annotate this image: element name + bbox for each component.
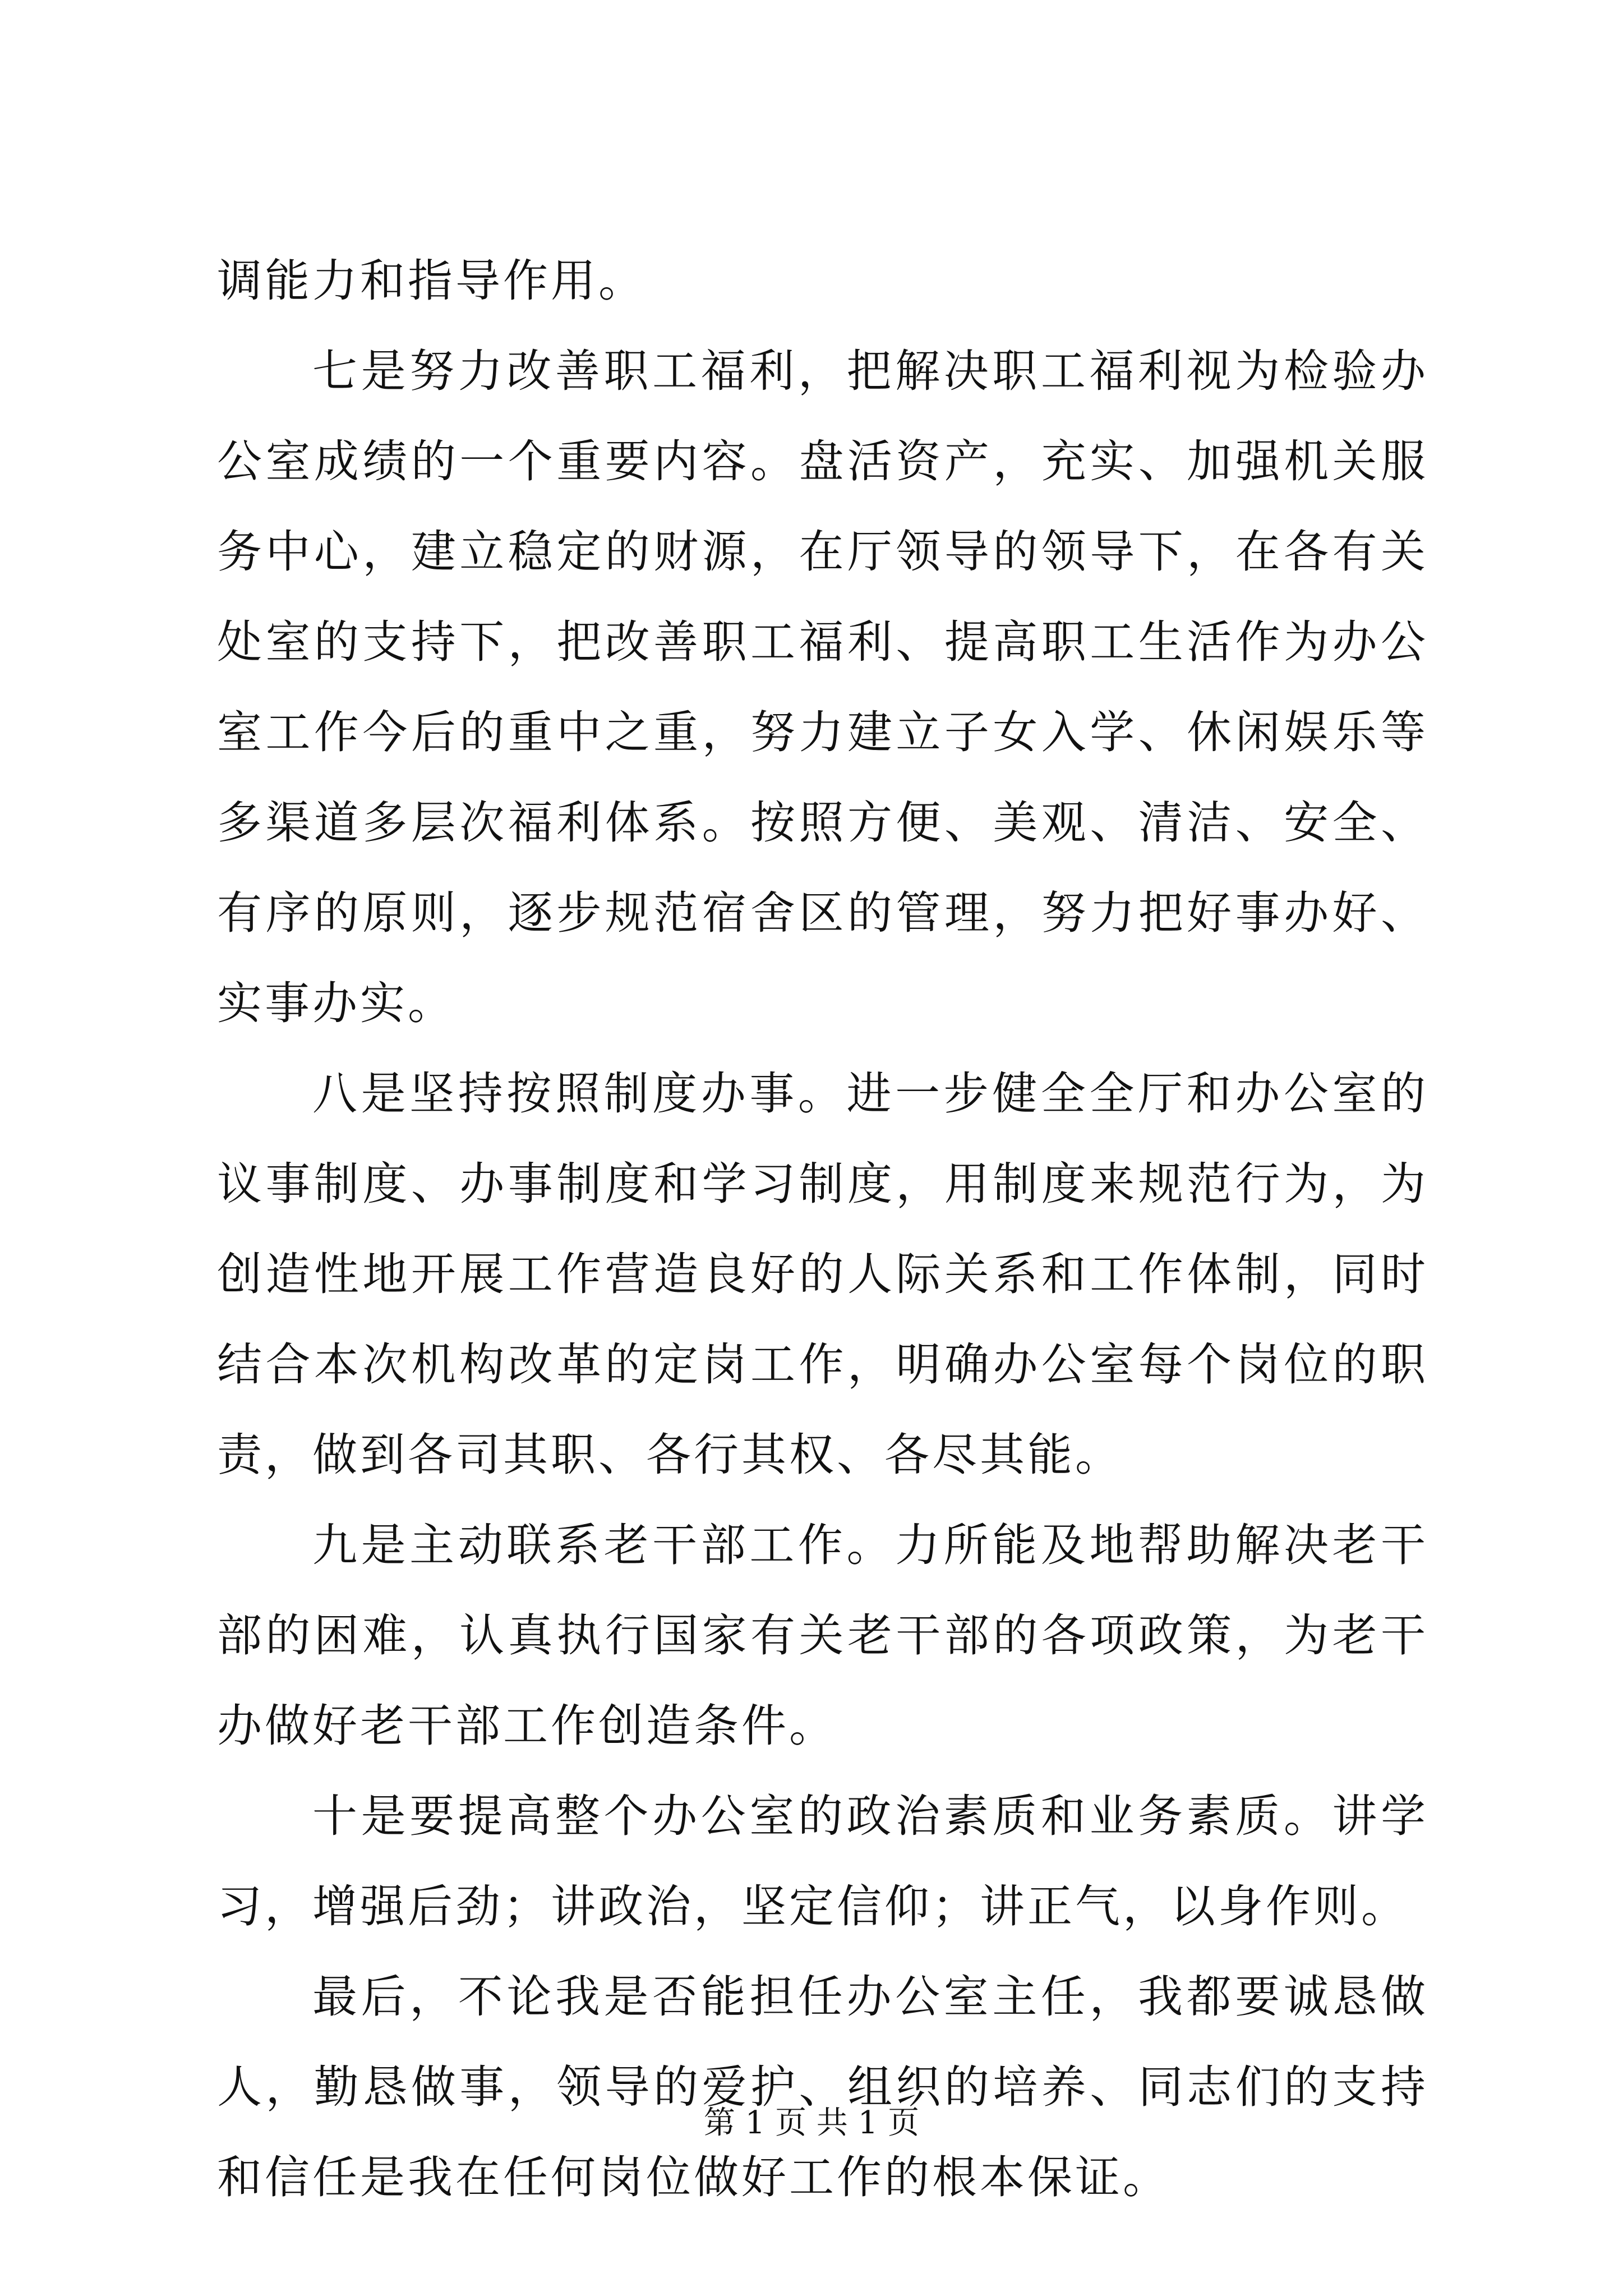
page-number-footer: 第 1 页 共 1 页: [703, 2105, 920, 2141]
paragraph-closing: 最后，不论我是否能担任办公室主任，我都要诚恳做人，勤恳做事，领导的爱护、组织的培养、同志们的支持和信任是我在任何岗位做好工作的根本保证。: [217, 1971, 1428, 2203]
paragraph-nine: 九是主动联系老干部工作。力所能及地帮助解决老干部的困难，认真执行国家有关老干部的各项政策，为老干办做好老干部工作创造条件。: [217, 1519, 1428, 1752]
paragraph-seven: 七是努力改善职工福利，把解决职工福利视为检验办公室成绩的一个重要内容。盘活资产，充实、加强机关服务中心，建立稳定的财源，在厅领导的领导下，在各有关处室的支持下，把改善职工福利、提高职工生活作为办公室工作今后的重中之重，努力建立子女入学、休闲娱乐等多渠道多层次福利体系。按照方便、美观、清洁、安全、有序的原则，逐步规范宿舍区的管理，努力把好事办好、实事办实。: [217, 345, 1428, 1029]
document-body: [217, 236, 1428, 2223]
paragraph-ten: 十是要提高整个办公室的政治素质和业务素质。讲学习，增强后劲；讲政治，坚定信仰；讲正气，以身作则。: [217, 1790, 1428, 1932]
paragraph-eight: 八是坚持按照制度办事。进一步健全全厅和办公室的议事制度、办事制度和学习制度，用制度来规范行为，为创造性地开展工作营造良好的人际关系和工作体制，同时结合本次机构改革的定岗工作，明确办公室每个岗位的职责，做到各司其职、各行其权、各尽其能。: [217, 1068, 1428, 1481]
paragraph-continuation: 调能力和指导作用。: [217, 255, 646, 307]
